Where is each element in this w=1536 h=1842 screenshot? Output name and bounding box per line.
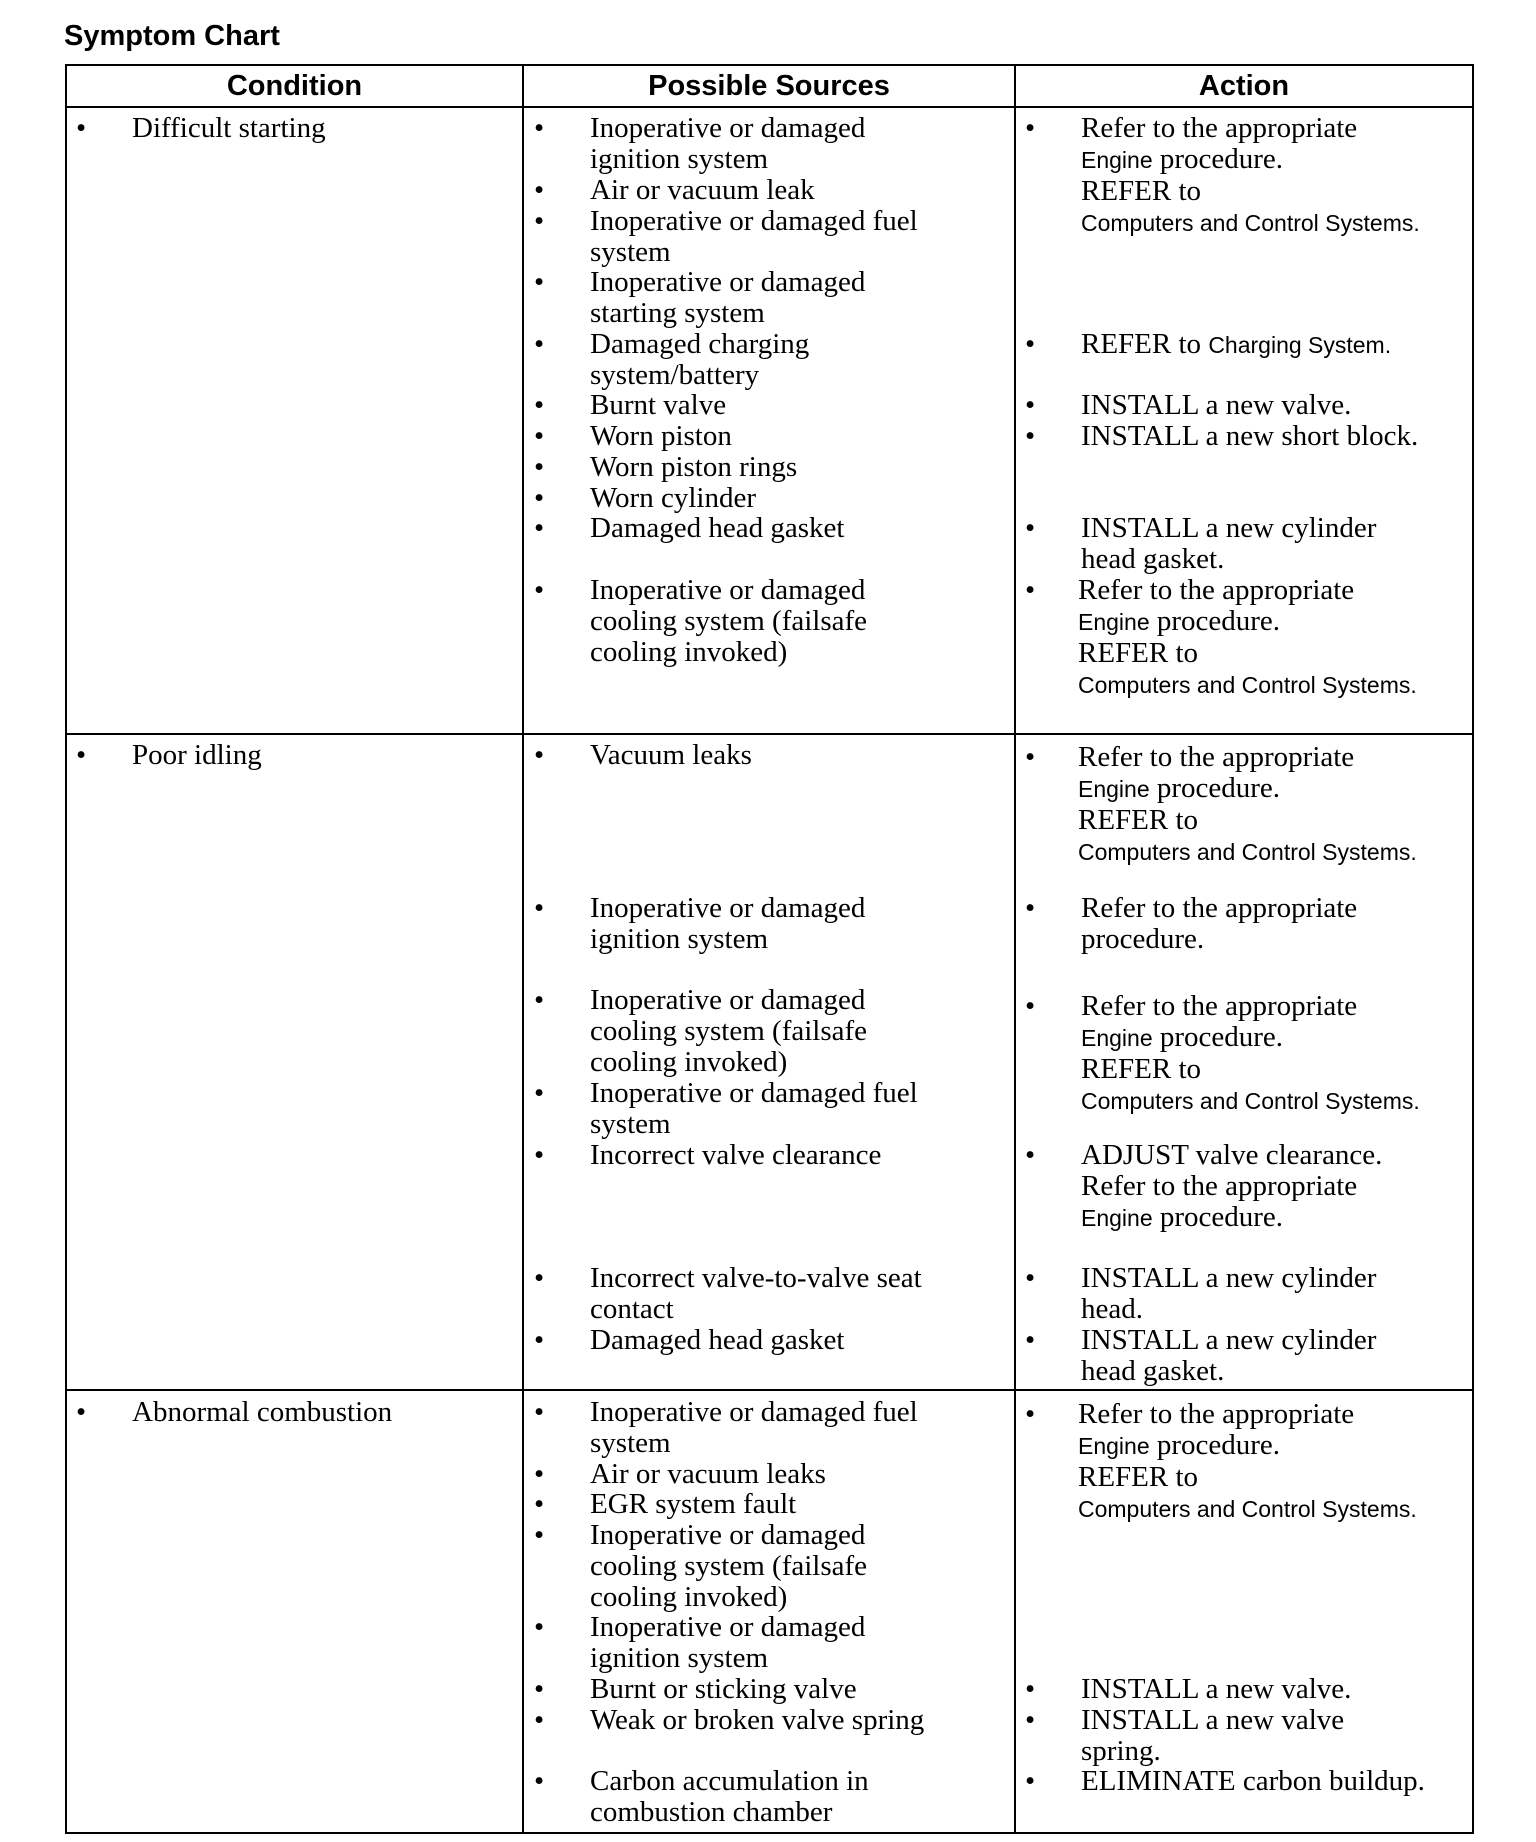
source-line: system — [590, 1108, 671, 1140]
source-line: ignition system — [590, 143, 769, 175]
bullet: • — [534, 1519, 545, 1551]
computers-reference: Computers and Control Systems. — [1078, 1496, 1417, 1522]
action-line: INSTALL a new valve — [1081, 1704, 1345, 1736]
row-divider — [65, 1389, 1474, 1391]
bullet: • — [534, 1704, 545, 1736]
source-line: cooling invoked) — [590, 636, 788, 668]
bullet: • — [1025, 112, 1036, 144]
bullet: • — [534, 1262, 545, 1294]
bullet: • — [76, 112, 87, 144]
bullet: • — [534, 174, 545, 206]
header-condition: Condition — [226, 70, 363, 102]
source-line: Inoperative or damaged fuel — [590, 1077, 918, 1109]
source-line: Weak or broken valve spring — [590, 1704, 925, 1736]
source-line: cooling invoked) — [590, 1046, 788, 1078]
action-line: REFER to — [1078, 804, 1199, 836]
action-line: REFER to — [1078, 1461, 1199, 1493]
source-line: Burnt valve — [590, 389, 727, 421]
bullet: • — [534, 1673, 545, 1705]
source-line: system — [590, 1427, 671, 1459]
bullet: • — [534, 892, 545, 924]
action-line: Refer to the appropriate — [1081, 1170, 1358, 1202]
bullet: • — [534, 574, 545, 606]
bullet: • — [534, 1139, 545, 1171]
source-line: EGR system fault — [590, 1488, 797, 1520]
bullet: • — [1025, 512, 1036, 544]
action-line: procedure. — [1149, 1429, 1281, 1461]
bullet: • — [534, 266, 545, 298]
source-line: Inoperative or damaged — [590, 984, 866, 1016]
bullet: • — [1025, 1262, 1036, 1294]
action-line: Refer to the appropriate — [1081, 990, 1358, 1022]
action-line: INSTALL a new short block. — [1081, 420, 1419, 452]
action-line: spring. — [1081, 1735, 1161, 1767]
source-line: system/battery — [590, 359, 760, 391]
source-line: Air or vacuum leaks — [590, 1458, 826, 1490]
bullet: • — [534, 112, 545, 144]
source-line: Damaged head gasket — [590, 1324, 845, 1356]
header-action: Action — [1198, 70, 1290, 102]
action-line: head gasket. — [1081, 543, 1225, 575]
source-line: cooling system (failsafe — [590, 1550, 868, 1582]
bullet: • — [534, 451, 545, 483]
source-line: Incorrect valve-to-valve seat — [590, 1262, 922, 1294]
action-line: Refer to the appropriate — [1078, 1398, 1355, 1430]
action-line: Refer to the appropriate — [1081, 112, 1358, 144]
source-line: combustion chamber — [590, 1796, 833, 1828]
engine-reference: Engine — [1081, 147, 1153, 173]
action-line: procedure. — [1081, 923, 1205, 955]
bullet: • — [534, 1396, 545, 1428]
bullet: • — [534, 389, 545, 421]
action-line: Refer to the appropriate — [1078, 741, 1355, 773]
source-line: Inoperative or damaged — [590, 112, 866, 144]
bullet: • — [1025, 1673, 1036, 1705]
source-line: Worn cylinder — [590, 482, 756, 514]
header-possible-sources: Possible Sources — [648, 70, 890, 102]
action-line: head. — [1081, 1293, 1143, 1325]
action-line: procedure. — [1152, 1021, 1284, 1053]
bullet: • — [1025, 892, 1036, 924]
source-line: system — [590, 236, 671, 268]
source-line: Incorrect valve clearance — [590, 1139, 882, 1171]
action-line: INSTALL a new valve. — [1081, 1673, 1352, 1705]
bullet: • — [534, 205, 545, 237]
bullet: • — [534, 739, 545, 771]
bullet: • — [534, 984, 545, 1016]
condition-text: Difficult starting — [132, 112, 326, 144]
bullet: • — [1025, 1324, 1036, 1356]
action-line: procedure. — [1152, 1201, 1284, 1233]
source-line: contact — [590, 1293, 674, 1325]
charging-system-reference: Charging System. — [1208, 332, 1392, 358]
action-line: REFER to — [1081, 328, 1209, 360]
bullet: • — [534, 1077, 545, 1109]
engine-reference: Engine — [1078, 776, 1150, 802]
bullet: • — [1025, 741, 1036, 773]
bullet: • — [1025, 1139, 1036, 1171]
action-line: REFER to — [1081, 175, 1202, 207]
action-line: head gasket. — [1081, 1355, 1225, 1387]
source-line: Damaged head gasket — [590, 512, 845, 544]
bullet: • — [1025, 1765, 1036, 1797]
source-line: cooling system (failsafe — [590, 1015, 868, 1047]
bullet: • — [1025, 1704, 1036, 1736]
condition-text: Poor idling — [132, 739, 262, 771]
bullet: • — [1025, 574, 1036, 606]
engine-reference: Engine — [1078, 609, 1150, 635]
source-line: Inoperative or damaged — [590, 892, 866, 924]
bullet: • — [76, 1396, 87, 1428]
engine-reference: Engine — [1081, 1205, 1153, 1231]
bullet: • — [534, 1765, 545, 1797]
action-line: procedure. — [1152, 143, 1284, 175]
bullet: • — [1025, 990, 1036, 1022]
action-line: Refer to the appropriate — [1081, 892, 1358, 924]
bullet: • — [534, 1488, 545, 1520]
bullet: • — [1025, 328, 1036, 360]
condition-text: Abnormal combustion — [132, 1396, 393, 1428]
source-line: Inoperative or damaged — [590, 574, 866, 606]
computers-reference: Computers and Control Systems. — [1081, 210, 1420, 236]
bullet: • — [1025, 1398, 1036, 1430]
source-line: cooling invoked) — [590, 1581, 788, 1613]
engine-reference: Engine — [1078, 1433, 1150, 1459]
source-line: Carbon accumulation in — [590, 1765, 869, 1797]
page-title: Symptom Chart — [64, 20, 280, 52]
action-line: REFER to — [1078, 637, 1199, 669]
source-line: starting system — [590, 297, 765, 329]
action-line: Refer to the appropriate — [1078, 574, 1355, 606]
source-line: Vacuum leaks — [590, 739, 752, 771]
source-line: Air or vacuum leak — [590, 174, 815, 206]
source-line: ignition system — [590, 1642, 769, 1674]
engine-reference: Engine — [1081, 1025, 1153, 1051]
source-line: Worn piston rings — [590, 451, 798, 483]
action-line: ELIMINATE carbon buildup. — [1081, 1765, 1425, 1797]
source-line: Worn piston — [590, 420, 732, 452]
bullet: • — [534, 482, 545, 514]
bullet: • — [534, 512, 545, 544]
bullet: • — [534, 420, 545, 452]
action-line: INSTALL a new valve. — [1081, 389, 1352, 421]
action-line: INSTALL a new cylinder — [1081, 1324, 1377, 1356]
column-divider — [522, 64, 524, 1834]
bullet: • — [534, 1611, 545, 1643]
action-line: INSTALL a new cylinder — [1081, 512, 1377, 544]
bullet: • — [534, 1324, 545, 1356]
column-divider — [1014, 64, 1016, 1834]
bullet: • — [1025, 420, 1036, 452]
computers-reference: Computers and Control Systems. — [1078, 672, 1417, 698]
source-line: Inoperative or damaged fuel — [590, 1396, 918, 1428]
source-line: Burnt or sticking valve — [590, 1673, 857, 1705]
source-line: Inoperative or damaged — [590, 1611, 866, 1643]
bullet: • — [534, 328, 545, 360]
source-line: ignition system — [590, 923, 769, 955]
action-line: ADJUST valve clearance. — [1081, 1139, 1383, 1171]
computers-reference: Computers and Control Systems. — [1078, 839, 1417, 865]
source-line: Damaged charging — [590, 328, 810, 360]
source-line: cooling system (failsafe — [590, 605, 868, 637]
action-line: REFER to — [1081, 1053, 1202, 1085]
source-line: Inoperative or damaged — [590, 1519, 866, 1551]
row-divider — [65, 733, 1474, 735]
bullet: • — [1025, 389, 1036, 421]
action-line: procedure. — [1149, 772, 1281, 804]
action-line: INSTALL a new cylinder — [1081, 1262, 1377, 1294]
source-line: Inoperative or damaged fuel — [590, 205, 918, 237]
source-line: Inoperative or damaged — [590, 266, 866, 298]
bullet: • — [534, 1458, 545, 1490]
bullet: • — [76, 739, 87, 771]
header-divider — [65, 106, 1474, 108]
computers-reference: Computers and Control Systems. — [1081, 1088, 1420, 1114]
action-line: procedure. — [1149, 605, 1281, 637]
